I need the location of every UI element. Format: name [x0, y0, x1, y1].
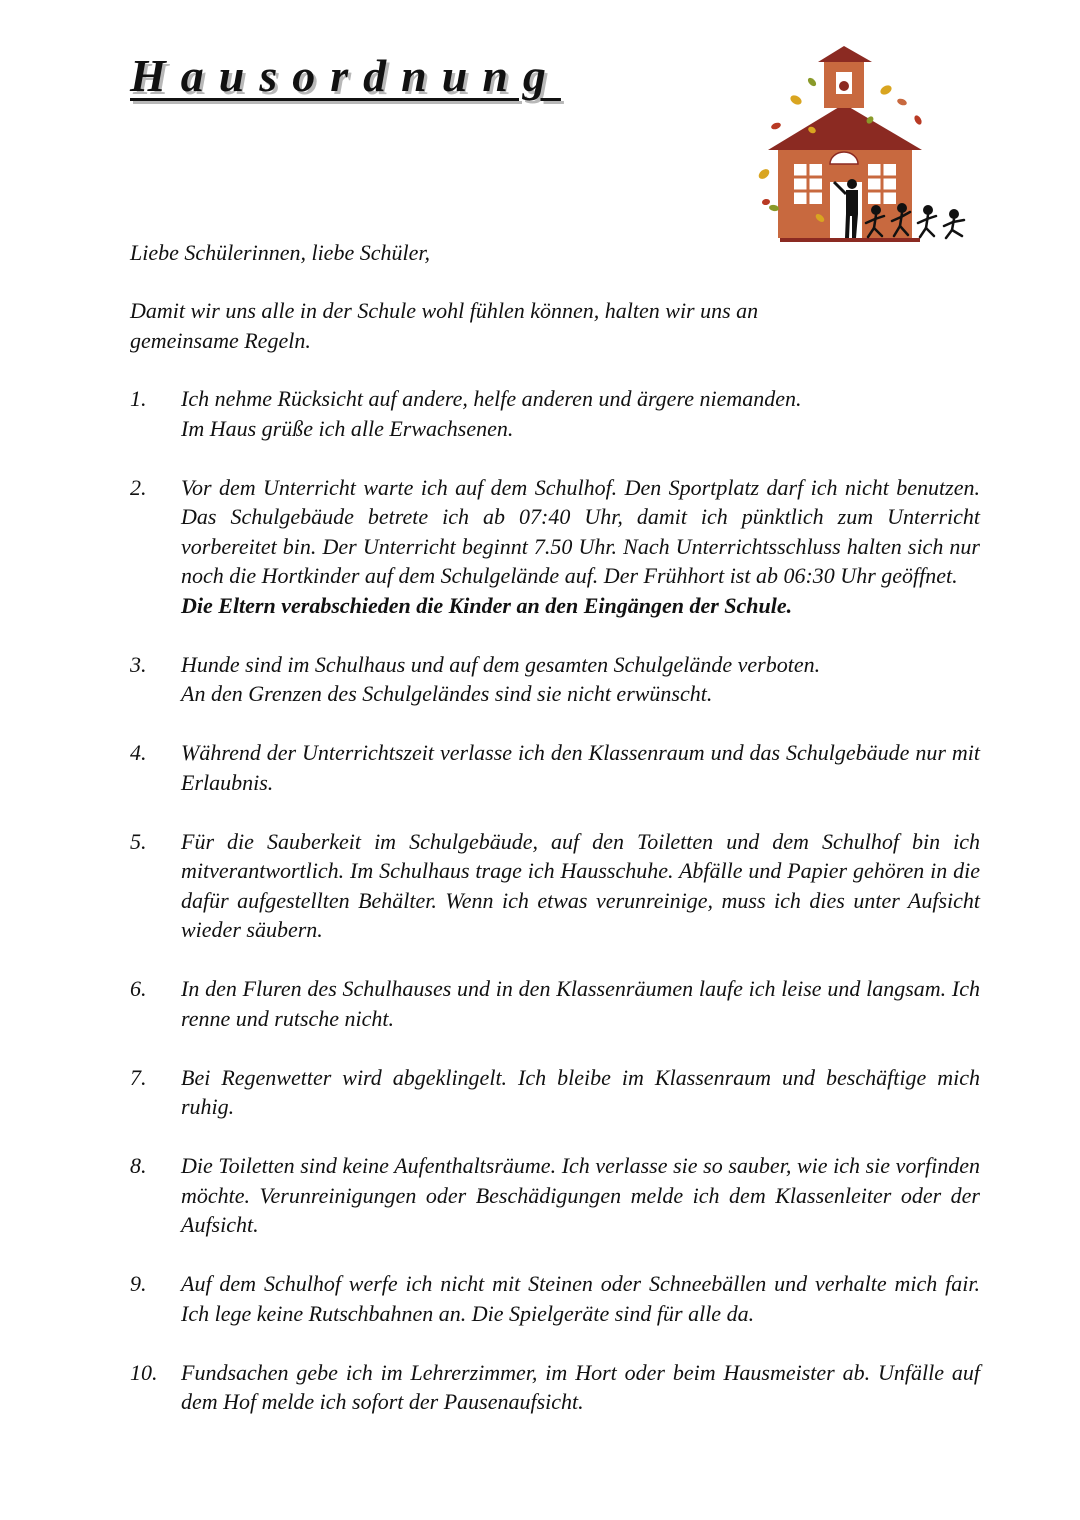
intro-paragraph: Damit wir uns alle in der Schule wohl fühlen können, halten wir uns an gemeinsame Regeln.	[130, 298, 759, 353]
rule-text: Im Haus grüße ich alle Erwachsenen.	[181, 415, 514, 441]
rule-item	[130, 827, 980, 945]
rule-text: An den Grenzen des Schulgeländes sind sie nicht erwünscht.	[181, 681, 713, 706]
rule-item	[130, 738, 980, 797]
rule-text: Fundsachen gebe ich im Lehrerzimmer, im Hort oder beim Hausmeister ab. Unfälle auf dem Hof melde ich sofort der Pausenaufsicht.	[181, 1359, 980, 1414]
rule-item	[130, 1151, 980, 1240]
schoolhouse-with-children-icon	[752, 42, 978, 244]
rule-text: In den Fluren des Schulhauses und in den Klassenräumen laufe ich leise und langsam. Ich renne und rutsche nicht.	[181, 976, 980, 1031]
rule-text: Vor dem Unterricht warte ich auf dem Schulhof. Den Sportplatz darf ich nicht benutzen. Das Schulgebäude betrete ich ab 07:40 Uhr, damit ich pünktlich zum Unterricht vorbereitet bin. Der Unterricht beginnt 7.50 Uhr. Nach Unterrichtsschluss halten sich nur noch die Hortkinder auf dem Schulgelände auf. Der Frühhort ist ab 06:30 Uhr geöffnet.	[181, 474, 980, 588]
greeting: Liebe Schülerinnen, liebe Schüler,	[130, 240, 430, 265]
rule-number: 8.	[130, 1153, 147, 1178]
rule-number: 9.	[130, 1271, 147, 1296]
rule-text: Während der Unterrichtszeit verlasse ich den Klassenraum und das Schulgebäude nur mit Erlaubnis.	[181, 740, 980, 795]
rule-number: 10.	[130, 1359, 158, 1385]
rule-text: Die Toiletten sind keine Aufenthaltsräume. Ich verlasse sie so sauber, wie ich sie vorfinden möchte. Verunreinigungen oder Beschädigungen melde ich dem Klassenleiter oder der Aufsicht.	[181, 1153, 980, 1237]
rule-text: Bei Regenwetter wird abgeklingelt. Ich bleibe im Klassenraum und beschäftige mich ruhig.	[181, 1064, 980, 1119]
rule-item	[130, 384, 980, 443]
document-title: Hausordnung	[130, 50, 561, 101]
rule-number: 1.	[130, 386, 147, 411]
rule-number: 6.	[130, 976, 147, 1001]
rule-item	[130, 1269, 980, 1328]
rule-number: 4.	[130, 740, 147, 765]
rule-item	[130, 650, 980, 709]
rule-item	[130, 1063, 980, 1122]
rule-number: 3.	[130, 651, 147, 677]
rule-item	[130, 974, 980, 1033]
rule-number: 2.	[130, 474, 147, 500]
rule-text: Für die Sauberkeit im Schulgebäude, auf den Toiletten und dem Schulhof bin ich mitverantwortlich. Im Schulhaus trage ich Hausschuhe. Abfälle und Papier gehören in die dafür aufgestellten Behälter. Wenn ich etwas verunreinige, muss ich dies unter Aufsicht wieder säubern.	[181, 828, 980, 942]
rule-number: 5.	[130, 828, 147, 854]
rule-number: 7.	[130, 1064, 147, 1090]
rule-text: Hunde sind im Schulhaus und auf dem gesamten Schulgelände verboten.	[181, 651, 821, 677]
rules-list	[130, 384, 980, 1446]
rule-emphasis: Die Eltern verabschieden die Kinder an den Eingängen der Schule.	[181, 592, 793, 618]
rule-text: Auf dem Schulhof werfe ich nicht mit Steinen oder Schneebällen und verhalte mich fair. Ich lege keine Rutschbahnen an. Die Spielgeräte sind für alle da.	[181, 1271, 980, 1326]
rule-item	[130, 1358, 980, 1417]
rule-text: Ich nehme Rücksicht auf andere, helfe anderen und ärgere niemanden.	[181, 386, 802, 411]
rule-item	[130, 473, 980, 621]
